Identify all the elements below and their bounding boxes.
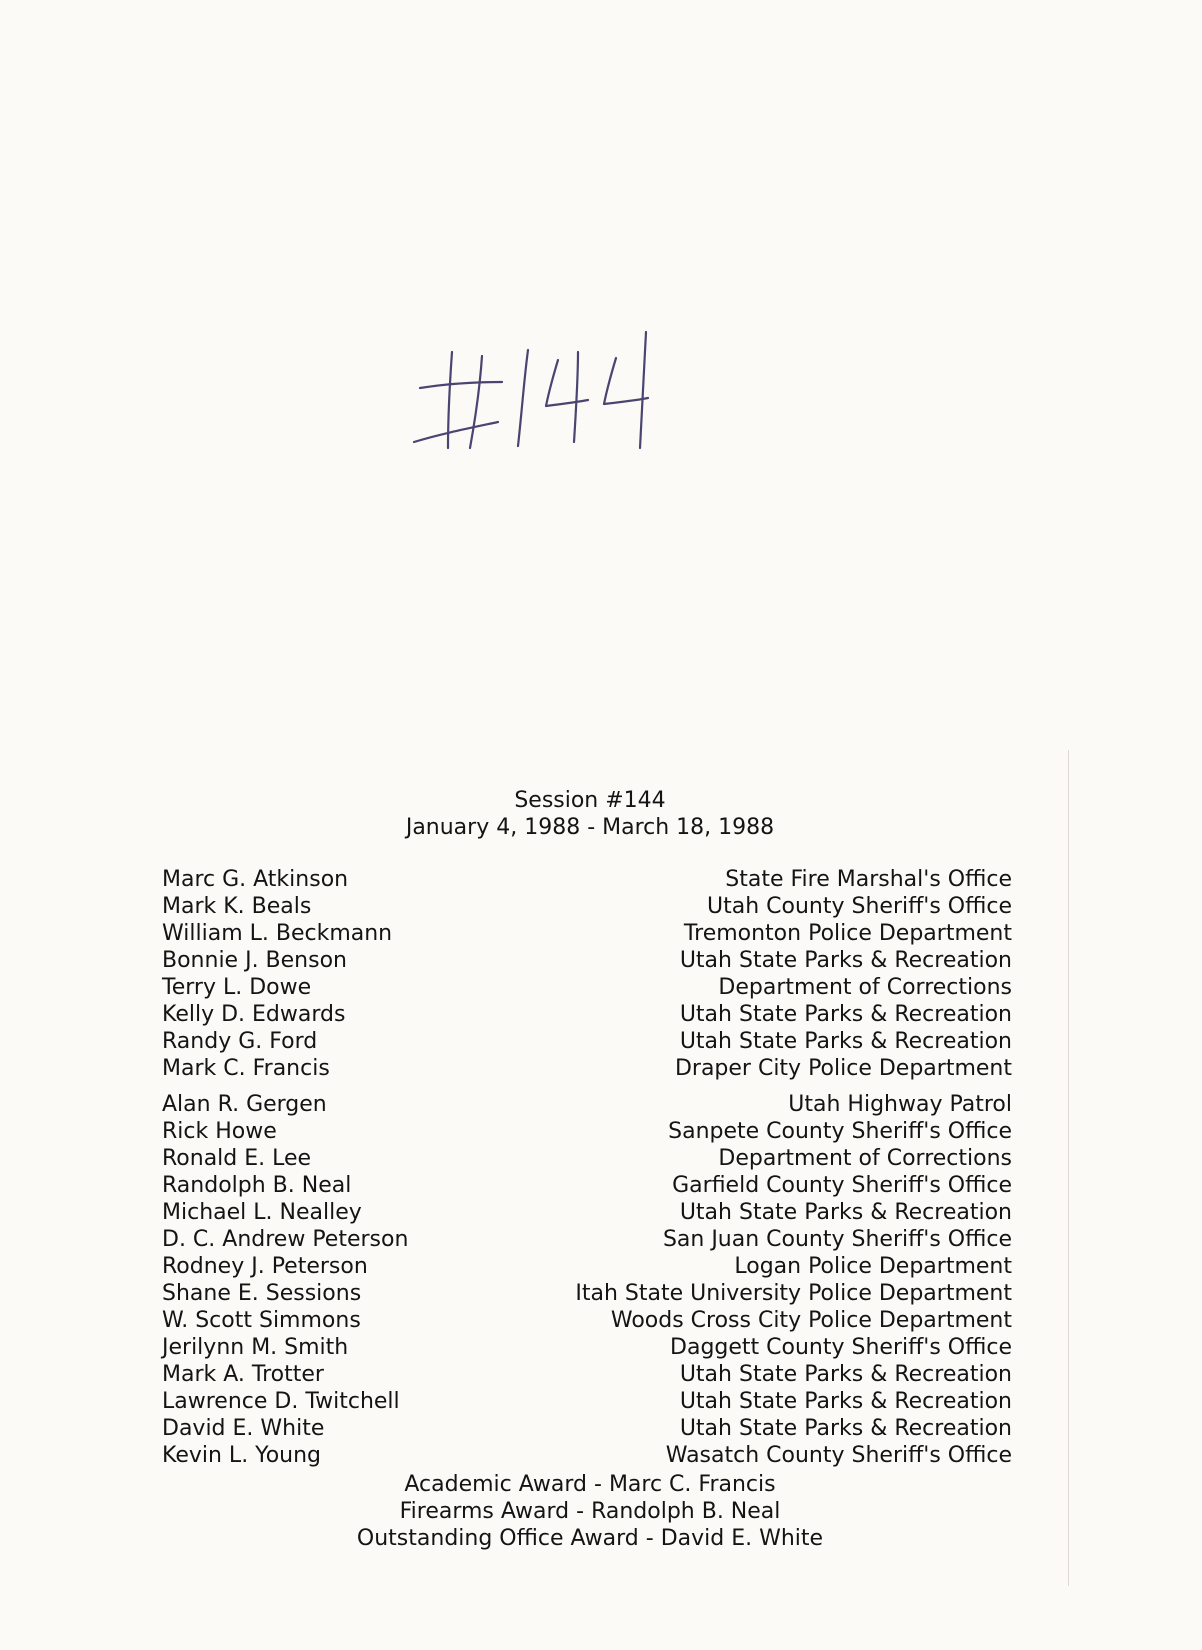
- handwritten-session-number: [410, 330, 690, 460]
- academic-award: Academic Award - Marc C. Francis: [404, 1472, 776, 1497]
- roster-row: [162, 1334, 1012, 1361]
- session-dates: January 4, 1988 - March 18, 1988: [405, 815, 775, 840]
- roster-row: [162, 1091, 1012, 1118]
- graduate-agency: Utah State Parks & Recreation: [679, 1002, 1012, 1027]
- graduate-name: David E. White: [162, 1416, 325, 1441]
- graduate-name: Kevin L. Young: [162, 1443, 322, 1468]
- graduate-agency: Utah Highway Patrol: [788, 1092, 1012, 1117]
- graduate-agency: State Fire Marshal's Office: [725, 867, 1012, 892]
- graduate-name: Terry L. Dowe: [162, 975, 312, 1000]
- graduate-name: D. C. Andrew Peterson: [162, 1227, 409, 1252]
- roster-row: [162, 1361, 1012, 1388]
- graduate-name: Marc G. Atkinson: [162, 867, 349, 892]
- graduate-agency: Utah State Parks & Recreation: [679, 1389, 1012, 1414]
- graduate-name: Michael L. Nealley: [162, 1200, 362, 1225]
- graduate-agency: Daggett County Sheriff's Office: [670, 1335, 1012, 1360]
- roster-row: [162, 1118, 1012, 1145]
- roster-row: [162, 1028, 1012, 1055]
- graduate-name: Randy G. Ford: [162, 1029, 318, 1054]
- roster-row: [162, 974, 1012, 1001]
- graduate-name: Shane E. Sessions: [162, 1281, 362, 1306]
- graduate-name: William L. Beckmann: [162, 921, 393, 946]
- roster-row: [162, 1172, 1012, 1199]
- graduate-name: Jerilynn M. Smith: [162, 1335, 349, 1360]
- graduate-agency: San Juan County Sheriff's Office: [662, 1227, 1012, 1252]
- graduate-agency: Utah County Sheriff's Office: [707, 894, 1012, 919]
- roster-row: [162, 1145, 1012, 1172]
- graduate-name: W. Scott Simmons: [162, 1308, 361, 1333]
- roster-row: [162, 1055, 1012, 1082]
- graduate-agency: Utah State Parks & Recreation: [679, 1029, 1012, 1054]
- roster-row: [162, 1001, 1012, 1028]
- roster-row: [162, 947, 1012, 974]
- graduate-agency: Wasatch County Sheriff's Office: [665, 1443, 1012, 1468]
- roster-row: [162, 1280, 1012, 1307]
- session-title: Session #144: [514, 788, 666, 813]
- graduate-name: Mark K. Beals: [162, 894, 312, 919]
- graduate-agency: Draper City Police Department: [674, 1056, 1012, 1081]
- roster-row: [162, 1253, 1012, 1280]
- roster-row: [162, 1388, 1012, 1415]
- roster-row: [162, 866, 1012, 893]
- graduate-agency: Tremonton Police Department: [683, 921, 1012, 946]
- roster-row: [162, 1442, 1012, 1469]
- graduate-name: Mark C. Francis: [162, 1056, 330, 1081]
- roster-row: [162, 1199, 1012, 1226]
- graduate-agency: Utah State Parks & Recreation: [679, 1416, 1012, 1441]
- graduate-name: Kelly D. Edwards: [162, 1002, 346, 1027]
- firearms-award: Firearms Award - Randolph B. Neal: [399, 1499, 781, 1524]
- graduate-name: Bonnie J. Benson: [162, 948, 347, 973]
- roster-row: [162, 893, 1012, 920]
- roster-row: [162, 920, 1012, 947]
- graduate-agency: Utah State Parks & Recreation: [679, 1362, 1012, 1387]
- graduate-agency: Garfield County Sheriff's Office: [672, 1173, 1012, 1198]
- graduate-agency: Utah State Parks & Recreation: [679, 948, 1012, 973]
- graduate-name: Alan R. Gergen: [162, 1092, 327, 1117]
- graduate-agency: Department of Corrections: [718, 1146, 1012, 1171]
- page-edge-divider: [1068, 750, 1069, 1586]
- roster-row: [162, 1307, 1012, 1334]
- graduate-agency: Logan Police Department: [734, 1254, 1012, 1279]
- awards-list: [300, 1471, 880, 1552]
- graduate-name: Rick Howe: [162, 1119, 277, 1144]
- graduate-name: Mark A. Trotter: [162, 1362, 324, 1387]
- graduate-roster: [162, 866, 1012, 1469]
- outstanding-office-award: Outstanding Office Award - David E. White: [356, 1526, 824, 1551]
- graduate-agency: Sanpete County Sheriff's Office: [668, 1119, 1012, 1144]
- graduate-name: Lawrence D. Twitchell: [162, 1389, 400, 1414]
- graduate-agency: Utah State Parks & Recreation: [679, 1200, 1012, 1225]
- graduate-agency: Department of Corrections: [718, 975, 1012, 1000]
- graduate-agency: Woods Cross City Police Department: [610, 1308, 1012, 1333]
- graduate-name: Ronald E. Lee: [162, 1146, 312, 1171]
- roster-row: [162, 1226, 1012, 1253]
- graduate-name: Randolph B. Neal: [162, 1173, 352, 1198]
- graduate-name: Rodney J. Peterson: [162, 1254, 368, 1279]
- graduate-agency: Itah State University Police Department: [575, 1281, 1012, 1306]
- roster-row: [162, 1415, 1012, 1442]
